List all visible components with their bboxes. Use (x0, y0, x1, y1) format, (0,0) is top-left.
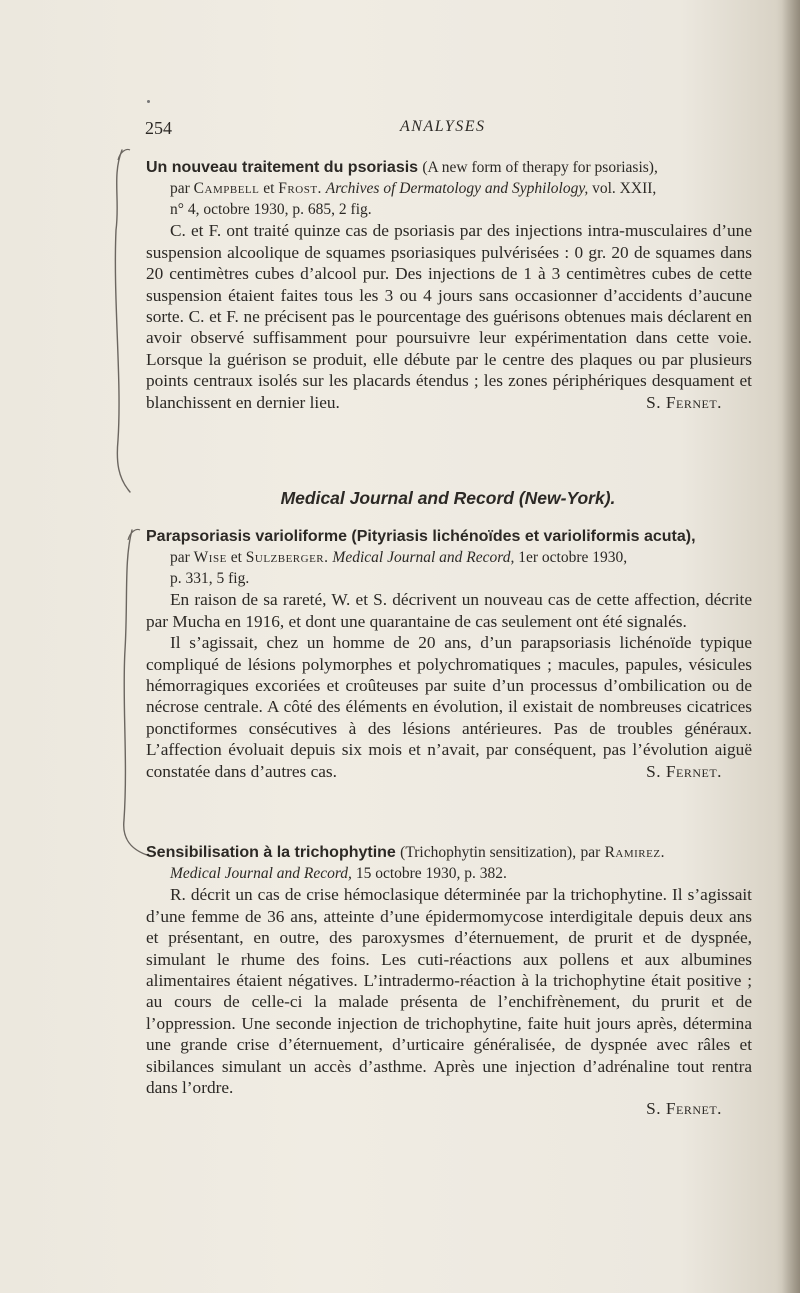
by-prefix: par (170, 180, 190, 198)
journal-section-heading: Medical Journal and Record (New-York). (280, 488, 616, 508)
page-header (145, 118, 750, 140)
entry-paragraph: En raison de sa rareté, W. et S. décrivent un nouveau cas de cette affection, décrite par Mucha en 1916, et dont une quarantaine de cas seulement ont été signalés. (146, 590, 752, 631)
author-joiner: et (263, 180, 275, 198)
entry-heading (146, 841, 752, 863)
author: Sulzberger. (245, 549, 329, 567)
author: Frost. (278, 180, 322, 198)
by-prefix: par (170, 549, 190, 567)
journal-name: Medical Journal and Record, (332, 549, 515, 567)
reference-details: vol. XXII, (592, 180, 657, 198)
body-text: Il s’agissait, chez un homme de 20 ans, d’un parapsoriasis lichénoïde typique compliqué de lésions polymorphes et polychromatiques ; macules, papules, vésicules hémorragiques excoriées et croûteuses par suite d’un processus d’ombilication ou de nécrose centrale. A côté des éléments en évolution, il existait de nombreuses cicatrices ponctiformes consécutives à des lésions antérieures. Pas de troubles généraux. L’affection évoluait depuis six mois et n’avait, par conséquent, pas l’évolution aiguë constatée dans d’autres cas. (146, 633, 752, 781)
entry-citation (146, 863, 752, 884)
signature: S. Fernet. (646, 761, 722, 781)
body-text: C. et F. ont traité quinze cas de psoriasis par des injections intra-musculaires d’une suspension alcoolique de squames psoriasiques pulvérisées : 0 gr. 20 de squames dans 20 centimètres cubes d’alcool pur. Des injections de 1 à 3 centimètres cubes de cette suspension étaient faites tous les 3 ou 4 jours sans occasionner d’accidents d’aucune sorte. C. et F. ne précisent pas le pourcentage des guérisons obtenues mais déclarent en avoir observé suffisamment pour poursuivre leur expérimentation dans cette voie. Lorsque la guérison se produit, elle débute par le centre des plaques ou par plusieurs points centraux isolés sur les placards étendus ; les zones périphériques desquament et blanchissent en dernier lieu. (146, 221, 752, 412)
entry-subtitle: (A new form of therapy for psoriasis), (422, 159, 658, 176)
page-number: 254 (145, 118, 172, 138)
reference-details: 1er octobre 1930, (518, 549, 628, 567)
entry-subtitle: (Trichophytin sensitization), (400, 844, 577, 861)
ink-speck (147, 100, 150, 103)
pencil-bracket-entry1 (115, 150, 130, 492)
spine-shadow (782, 0, 800, 1293)
author-joiner: et (230, 549, 242, 567)
entry-citation (146, 547, 752, 589)
entry-paragraph (146, 632, 752, 782)
author: Campbell (193, 180, 260, 198)
author: Wise (193, 549, 227, 567)
entry-body: R. décrit un cas de crise hémoclasique déterminée par la trichophytine. Il s’agissait d’une femme de 36 ans, atteinte d’une épidermomycose interdigitale depuis deux ans et présentant, en outre, des paroxysmes d’éternuement, de prurit et de dyspnée, simulant le rhume des foins. Les cuti-réactions aux pollens et aux albumines alimentaires étaient négatives. L’intradermo-réaction à la trichophytine était positive ; au cours de celle-ci la malade présenta de l’enchifrènement, du prurit et de l’oppression. Une seconde injection de trichophytine, faite huit jours après, détermina une grande crise d’éternuement, d’urticaire généralisée, de dyspnée avec râles et sibilances simulant un accès d’asthme. Après une injection d’adrénaline tout rentra dans l’ordre. (146, 885, 752, 1098)
author: Ramirez. (604, 844, 665, 861)
pencil-curl-entry1 (118, 149, 130, 160)
running-title: ANALYSES (400, 118, 486, 135)
entry-wise-sulzberger (146, 525, 752, 782)
entry-citation (146, 178, 752, 220)
entry-title: Sensibilisation à la trichophytine (146, 844, 396, 861)
journal-name: Archives of Dermatology and Syphilology, (325, 180, 589, 198)
journal-name: Medical Journal and Record, (170, 865, 352, 883)
entry-ramirez (146, 841, 752, 1120)
reference-details: p. 331, 5 fig. (170, 570, 250, 588)
entry-title: Parapsoriasis varioliforme (Pityriasis lichénoïdes et varioliformis acuta), (146, 528, 696, 545)
signature: S. Fernet. (646, 1099, 722, 1119)
pencil-curl-entry2 (128, 529, 140, 540)
signature: S. Fernet. (646, 392, 722, 412)
entry-body (146, 220, 752, 413)
reference-details: n° 4, octobre 1930, p. 685, 2 fig. (170, 201, 372, 219)
entry-heading (146, 156, 752, 178)
entry-campbell-frost (146, 156, 752, 413)
entry-heading (146, 525, 752, 547)
reference-details: 15 octobre 1930, p. 382. (355, 865, 507, 883)
entry-title: Un nouveau traitement du psoriasis (146, 159, 419, 176)
by-prefix: par (580, 844, 601, 861)
